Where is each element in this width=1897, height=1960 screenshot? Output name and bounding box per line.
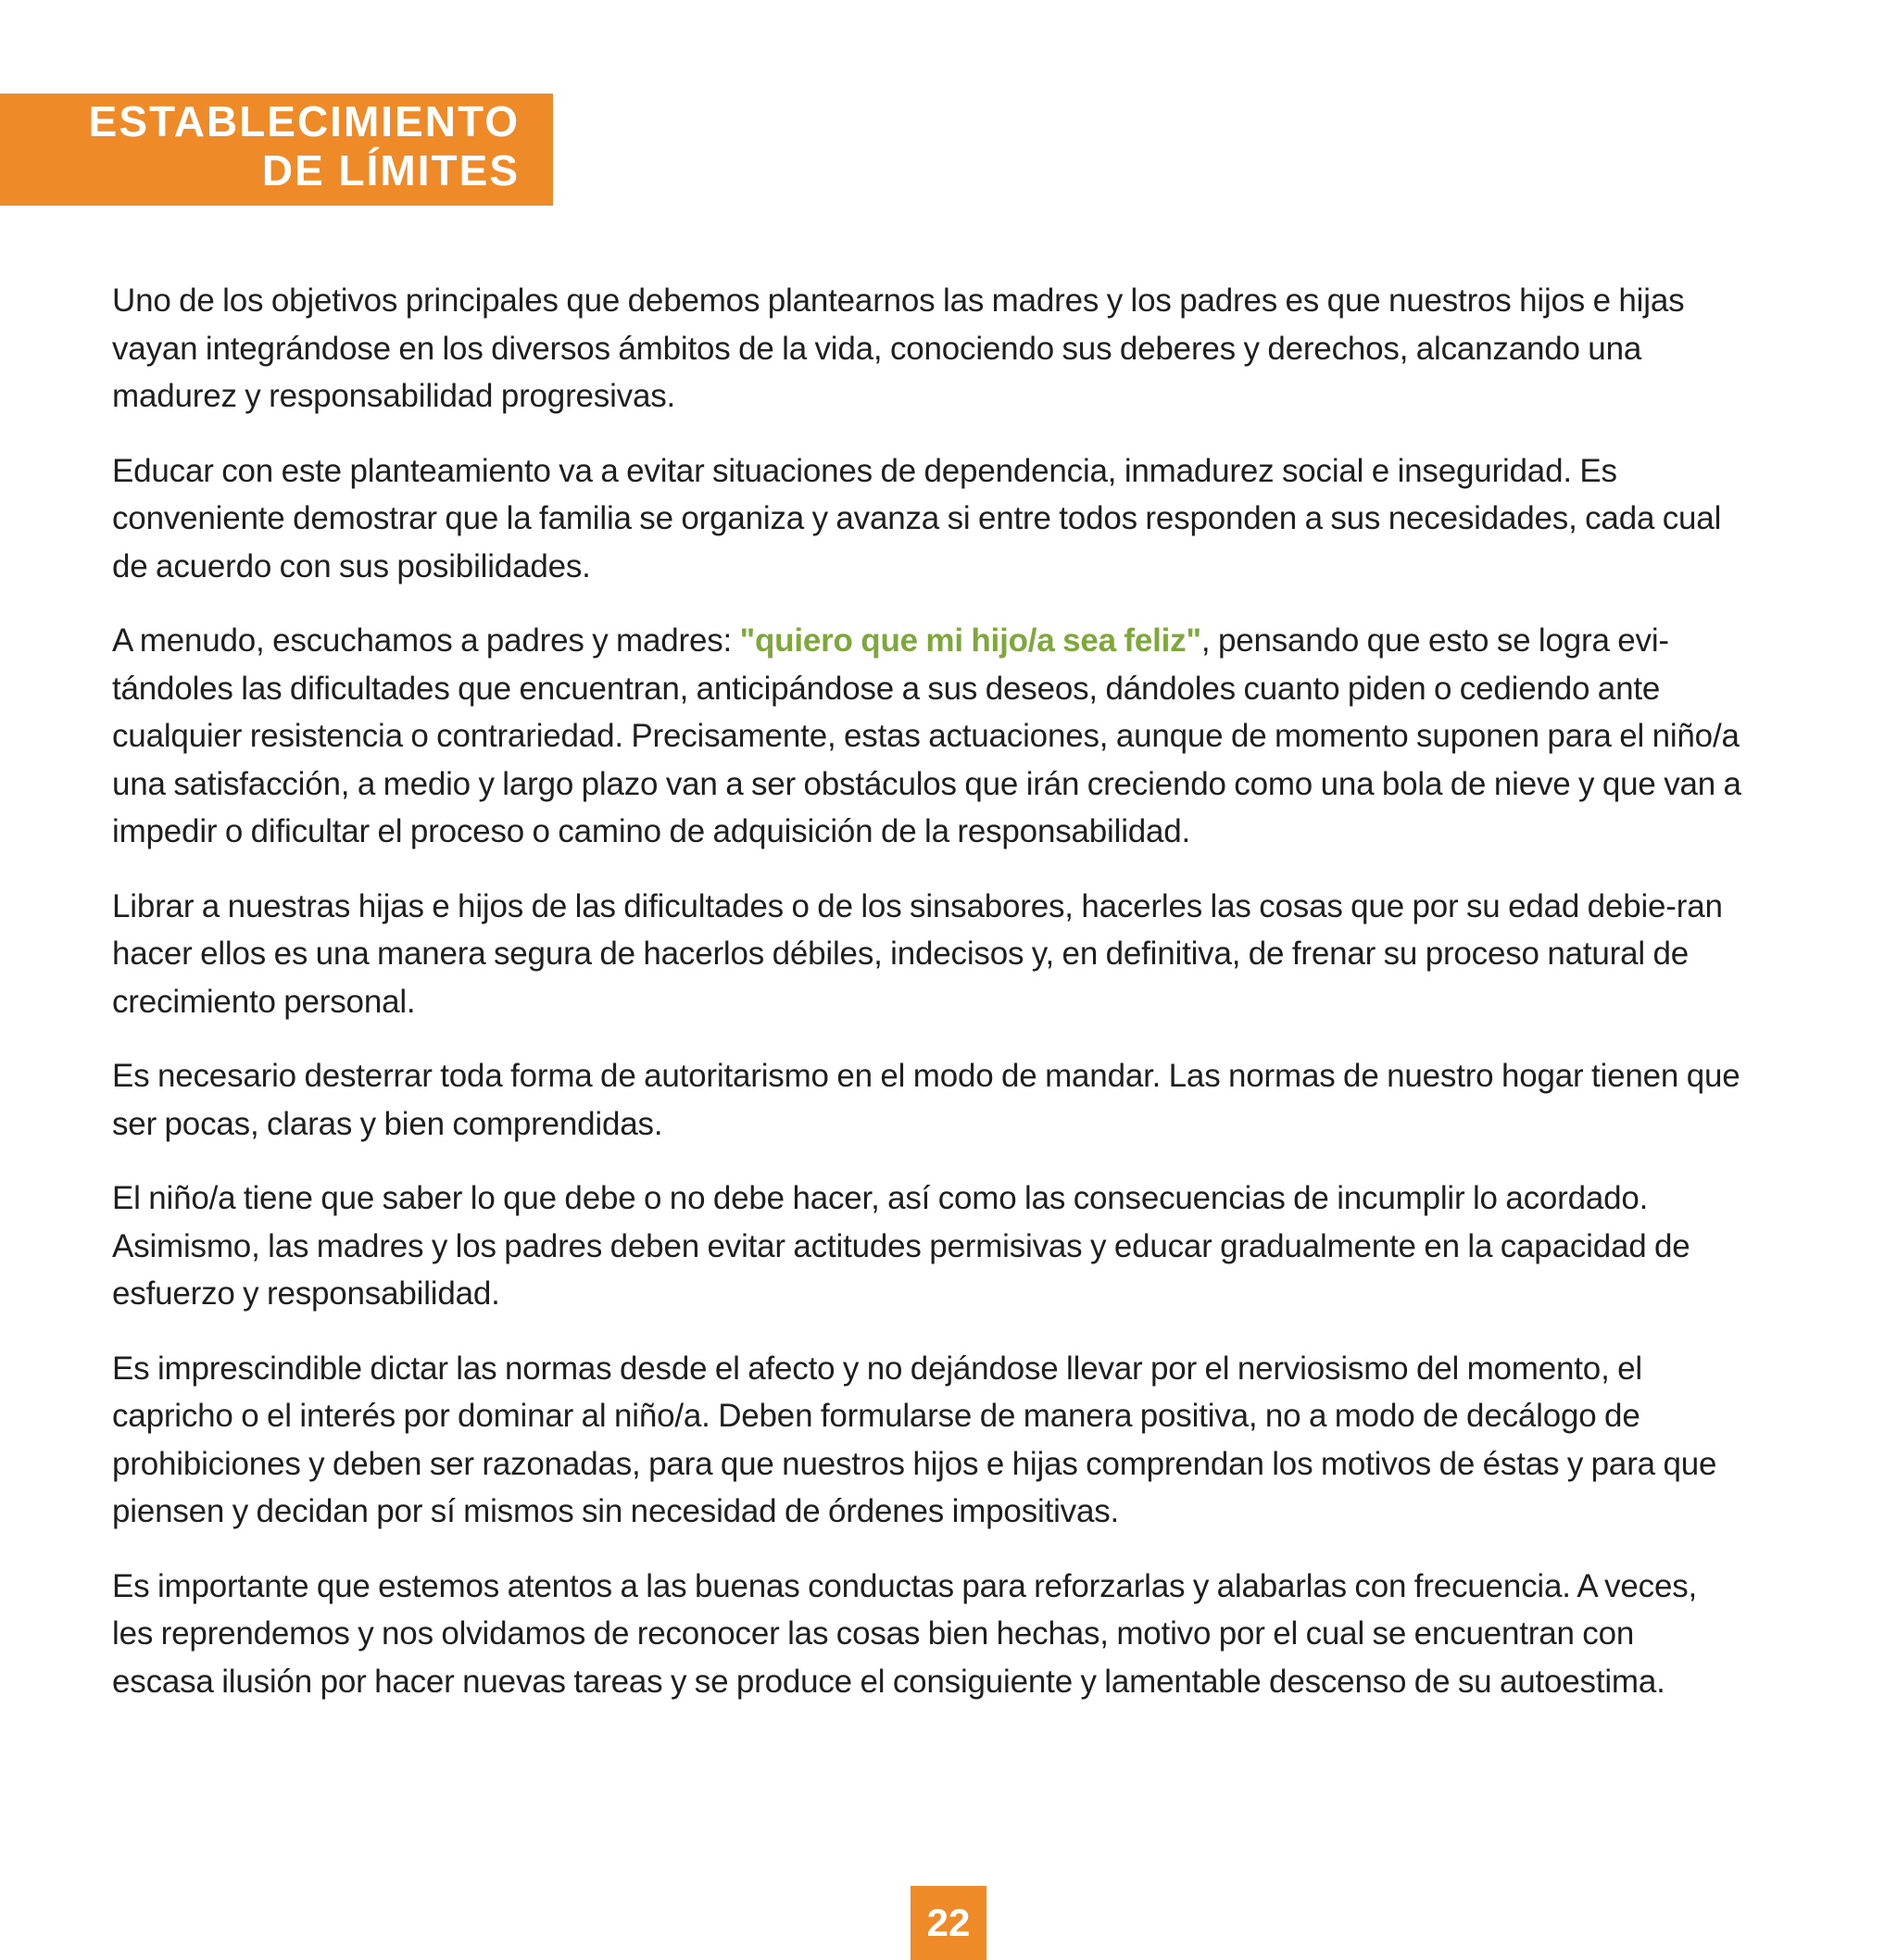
paragraph-3-rest: , pensando que esto se logra evi-tándoles las dificultades que encuentran, anticipándose a sus deseos, dándoles cuanto piden o cediendo ante cualquier resistencia o contrariedad. Precisamente, estas actuaciones, aunque de momento suponen para el niño/a una satisfacción, a medio y largo plazo van a ser obstáculos que irán creciendo como una bola de nieve y que van a impedir o dificultar el proceso o camino de adquisición de la responsabilidad. (112, 622, 1741, 849)
paragraph-8: Es importante que estemos atentos a las buenas conductas para reforzarlas y alabarlas con frecuencia. A veces, les reprendemos y nos olvidamos de reconocer las cosas bien hechas, motivo por el cual se encuentran con escasa ilusión por hacer nuevas tareas y se produce el consiguiente y lamentable descenso de su autoestima. (112, 1567, 1698, 1700)
section-title-line-2: DE LÍMITES (261, 146, 520, 195)
section-title-band (0, 94, 553, 206)
paragraph-7: Es imprescindible dictar las normas desde el afecto y no dejándose llevar por el nerviosismo del momento, el capricho o el interés por dominar al niño/a. Deben formularse de manera positiva, no a modo de decálogo de prohibiciones y deben ser razonadas, para que nuestros hijos e hijas comprendan los motivos de éstas y para que piensen y decidan por sí mismos sin necesidad de órdenes impositivas. (112, 1350, 1717, 1529)
paragraph-4: Librar a nuestras hijas e hijos de las dificultades o de los sinsabores, hacerles las cosas que por su edad debie-ran hacer ellos es una manera segura de hacerlos débiles, indecisos y, en definitiva, de frenar su proceso natural de crecimiento personal. (112, 887, 1723, 1020)
paragraph-2: Educar con este planteamiento va a evitar situaciones de dependencia, inmadurez social e inseguridad. Es conveniente demostrar que la familia se organiza y avanza si entre todos responden a sus necesidades, cada cual de acuerdo con sus posibilidades. (112, 452, 1722, 584)
body-text (112, 277, 1742, 1732)
paragraph-1: Uno de los objetivos principales que debemos plantearnos las madres y los padres es que nuestros hijos e hijas vayan integrándose en los diversos ámbitos de la vida, conociendo sus deberes y derechos, alcanzando una madurez y responsabilidad progresivas. (112, 283, 1685, 414)
page-number: 22 (911, 1886, 986, 1960)
paragraph-3-intro: A menudo, escuchamos a padres y madres: (112, 622, 740, 659)
section-title-line-1: ESTABLECIMIENTO (88, 97, 520, 145)
paragraph-6: El niño/a tiene que saber lo que debe o no debe hacer, así como las consecuencias de incumplir lo acordado. Asimismo, las madres y los padres deben evitar actitudes permisivas y educar gradualmente en la capacidad de esfuerzo y responsabilidad. (112, 1180, 1690, 1312)
highlighted-quote: "quiero que mi hijo/a sea feliz" (739, 622, 1201, 659)
paragraph-3 (112, 617, 1742, 856)
paragraph-5: Es necesario desterrar toda forma de autoritarismo en el modo de mandar. Las normas de nuestro hogar tienen que ser pocas, claras y bien comprendidas. (112, 1058, 1740, 1142)
